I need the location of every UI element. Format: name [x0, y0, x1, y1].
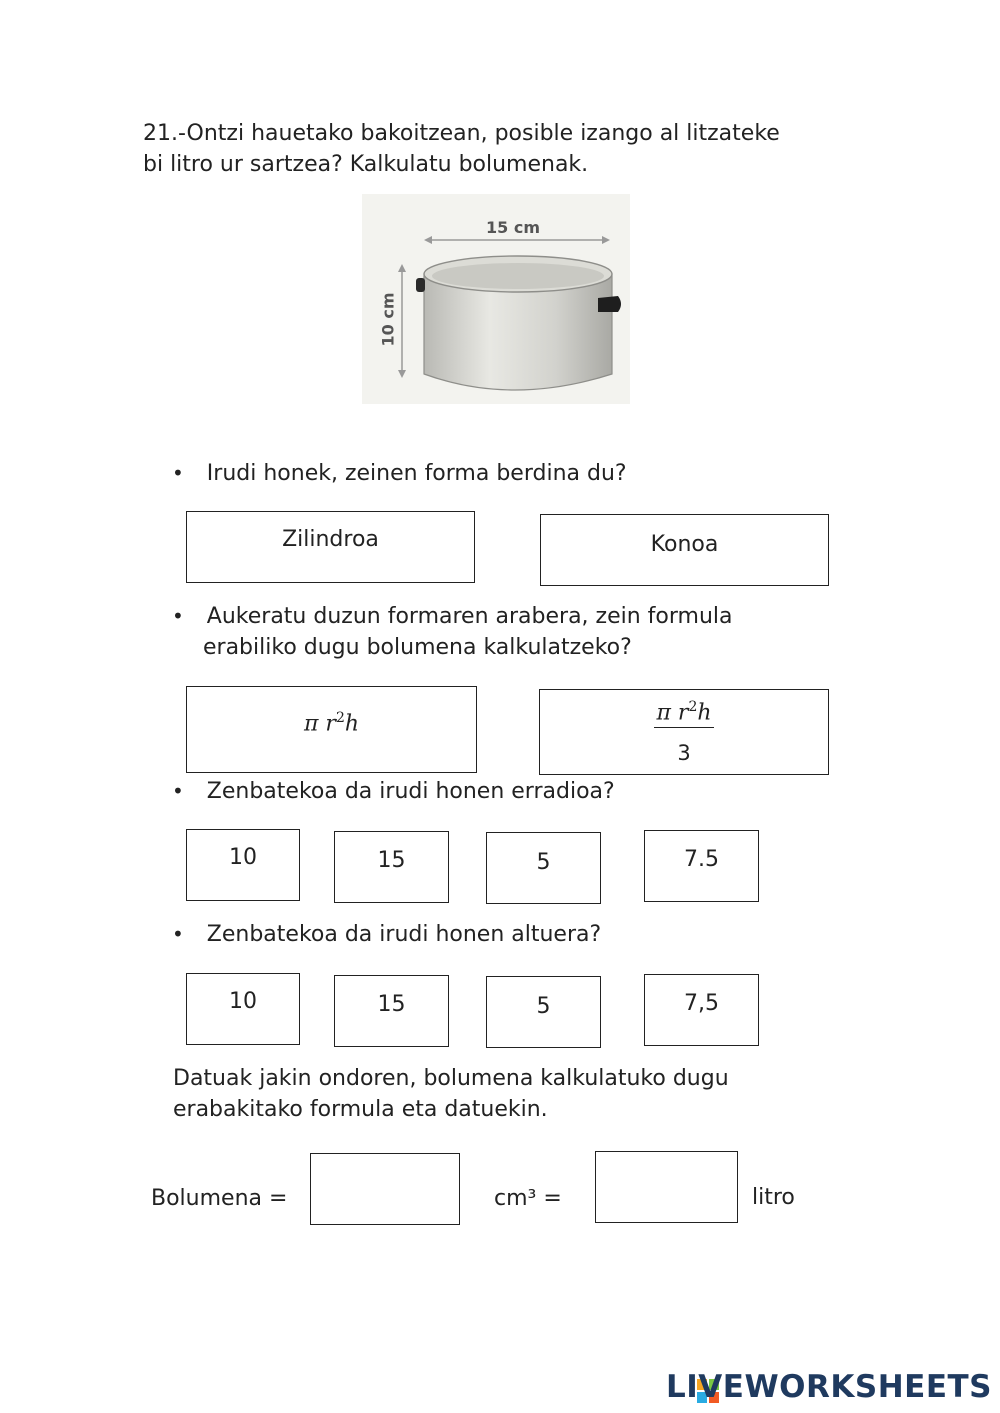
volume-label: Bolumena =: [151, 1186, 288, 1211]
height-option-label: 15: [377, 992, 406, 1017]
height-option-15[interactable]: [334, 975, 449, 1047]
radius-option-label: 5: [536, 850, 551, 875]
radius-option-label: 7.5: [684, 847, 719, 872]
pot-handle-left: [416, 278, 425, 292]
radius-option-10[interactable]: [186, 829, 300, 901]
shape-option-cylinder[interactable]: [186, 511, 475, 583]
radius-question: [172, 776, 615, 807]
conclusion-line-2: erabakitako formula eta datuekin.: [173, 1097, 548, 1122]
height-option-5[interactable]: [486, 976, 601, 1048]
bullet: •: [172, 922, 184, 946]
height-option-label: 10: [229, 989, 257, 1014]
bullet: •: [172, 604, 184, 628]
radius-option-label: 15: [377, 848, 406, 873]
bullet: •: [172, 779, 184, 803]
litre-unit-label: litro: [752, 1185, 795, 1210]
formula-option-cylinder[interactable]: [186, 686, 477, 773]
formula-question: [172, 601, 733, 663]
height-option-7-5[interactable]: [644, 974, 759, 1046]
question-line-1: 21.-Ontzi hauetako bakoitzean, posible izango al litzateke: [143, 121, 780, 146]
radius-question-text: Zenbatekoa da irudi honen erradioa?: [206, 779, 615, 804]
radius-option-5[interactable]: [486, 832, 601, 904]
formula-cone-denominator: 3: [677, 741, 691, 765]
shape-option-label: Konoa: [650, 532, 719, 557]
cm3-unit-label: cm³ =: [494, 1186, 562, 1211]
shape-option-label: Zilindroa: [282, 527, 379, 552]
formula-option-cone[interactable]: [539, 689, 829, 775]
height-label: 10 cm: [378, 292, 398, 347]
radius-option-15[interactable]: [334, 831, 449, 903]
height-option-label: 5: [536, 994, 551, 1019]
shape-option-cone[interactable]: [540, 514, 829, 586]
conclusion-text: [173, 1063, 729, 1125]
formula-cone-numerator: π $r^2h$: [540, 699, 828, 728]
pot-figure: [362, 194, 630, 404]
height-question-text: Zenbatekoa da irudi honen altuera?: [206, 922, 602, 947]
height-option-label: 7,5: [684, 991, 719, 1016]
question-text: [143, 118, 780, 180]
question-line-2: bi litro ur sartzea? Kalkulatu bolumenak.: [143, 152, 589, 177]
volume-cm3-input[interactable]: [310, 1153, 460, 1225]
formula-cylinder-expression: π $r^2h$: [303, 710, 360, 737]
volume-litre-input[interactable]: [595, 1151, 738, 1223]
radius-option-label: 10: [229, 845, 257, 870]
shape-question: [172, 458, 627, 489]
pot-handle-right: [598, 296, 621, 312]
formula-question-line-2: erabiliko dugu bolumena kalkulatzeko?: [203, 635, 632, 660]
width-label: 15 cm: [486, 218, 540, 237]
conclusion-line-1: Datuak jakin ondoren, bolumena kalkulatuko dugu: [173, 1066, 729, 1091]
height-question: [172, 919, 601, 950]
liveworksheets-logo-text: LIVEWORKSHEETS: [666, 1369, 992, 1405]
formula-question-line-1: Aukeratu duzun formaren arabera, zein formula: [206, 604, 733, 629]
shape-question-text: Irudi honek, zeinen forma berdina du?: [206, 461, 627, 486]
radius-option-7-5[interactable]: [644, 830, 759, 902]
bullet: •: [172, 461, 184, 485]
height-option-10[interactable]: [186, 973, 300, 1045]
